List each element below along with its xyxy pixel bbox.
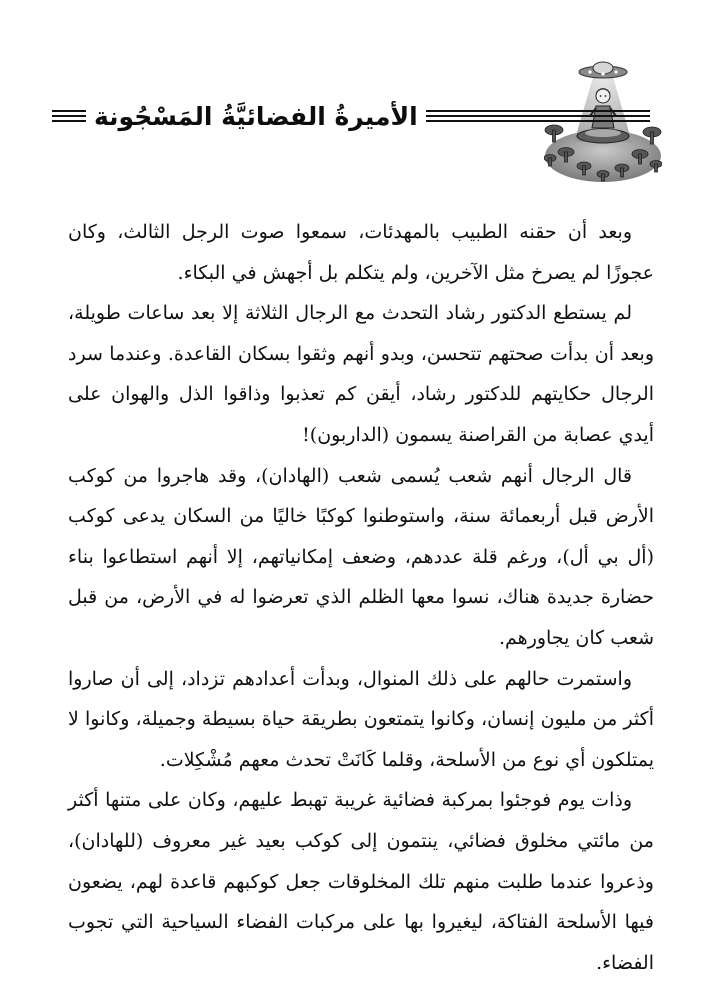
- paragraph-1: [68, 212, 654, 293]
- paragraph-2: [68, 293, 654, 455]
- title-rule-left: [52, 110, 86, 122]
- paragraph-text: وذات يوم فوجئوا بمركبة فضائية غريبة تهبط عليهم، وكان على متنها أكثر من مائتي مخلوق فضائي، ينتمون إلى كوكب بعيد غير معروف (للهادان)، وذعروا عندما طلبت منهم تلك المخلوقات جعل كوكبهم قاعدة لهم، يضعون فيها الأسلحة الفتاكة، ليغيروا بها على مركبات الفضاء السياحية التي تجوب الفضاء.: [68, 789, 654, 974]
- paragraph-5: [68, 780, 654, 983]
- paragraph-text: قال الرجال أنهم شعب يُسمى شعب (الهادان)، وقد هاجروا من كوكب الأرض قبل أربعمائة سنة، واستوطنوا كوكبًا خاليًا من السكان يدعى كوكب (أل بي أل)، ورغم قلة عددهم، وضعف إمكانياتهم، إلا أنهم استطاعوا بناء حضارة جديدة هناك، نسوا معها الظلم الذي تعرضوا له في الأرض، من قبل شعب كان يجاورهم.: [68, 464, 654, 649]
- paragraph-4: [68, 659, 654, 781]
- chapter-header: [0, 60, 720, 190]
- paragraph-text: لم يستطع الدكتور رشاد التحدث مع الرجال الثلاثة إلا بعد ساعات طويلة، وبعد أن بدأت صحتهم تتحسن، وبدو أنهم وثقوا بسكان القاعدة. وعندما سرد الرجال حكايتهم للدكتور رشاد، أيقن كم تعذبوا وذاقوا الذل والهوان على أيدي عصابة من القراصنة يسمون (الداربون)!: [68, 302, 654, 446]
- paragraph-text: وبعد أن حقنه الطبيب بالمهدئات، سمعوا صوت الرجل الثالث، وكان عجوزًا لم يصرخ مثل الآخرين، ولم يتكلم بل أجهش في البكاء.: [68, 221, 654, 284]
- chapter-title: الأميرةُ الفضائيَّةُ المَسْجُونة: [94, 101, 418, 131]
- chapter-body: [68, 212, 654, 983]
- title-row: [52, 96, 650, 136]
- title-rule-right: [426, 110, 650, 122]
- paragraph-3: [68, 456, 654, 659]
- paragraph-text: واستمرت حالهم على ذلك المنوال، وبدأت أعدادهم تزداد، إلى أن صاروا أكثر من مليون إنسان، وكانوا يتمتعون بطريقة حياة بسيطة وجميلة، وكانوا لا يمتلكون أي نوع من الأسلحة، وقلما كَانَتْ تحدث معهم مُشْكِلات.: [68, 667, 654, 771]
